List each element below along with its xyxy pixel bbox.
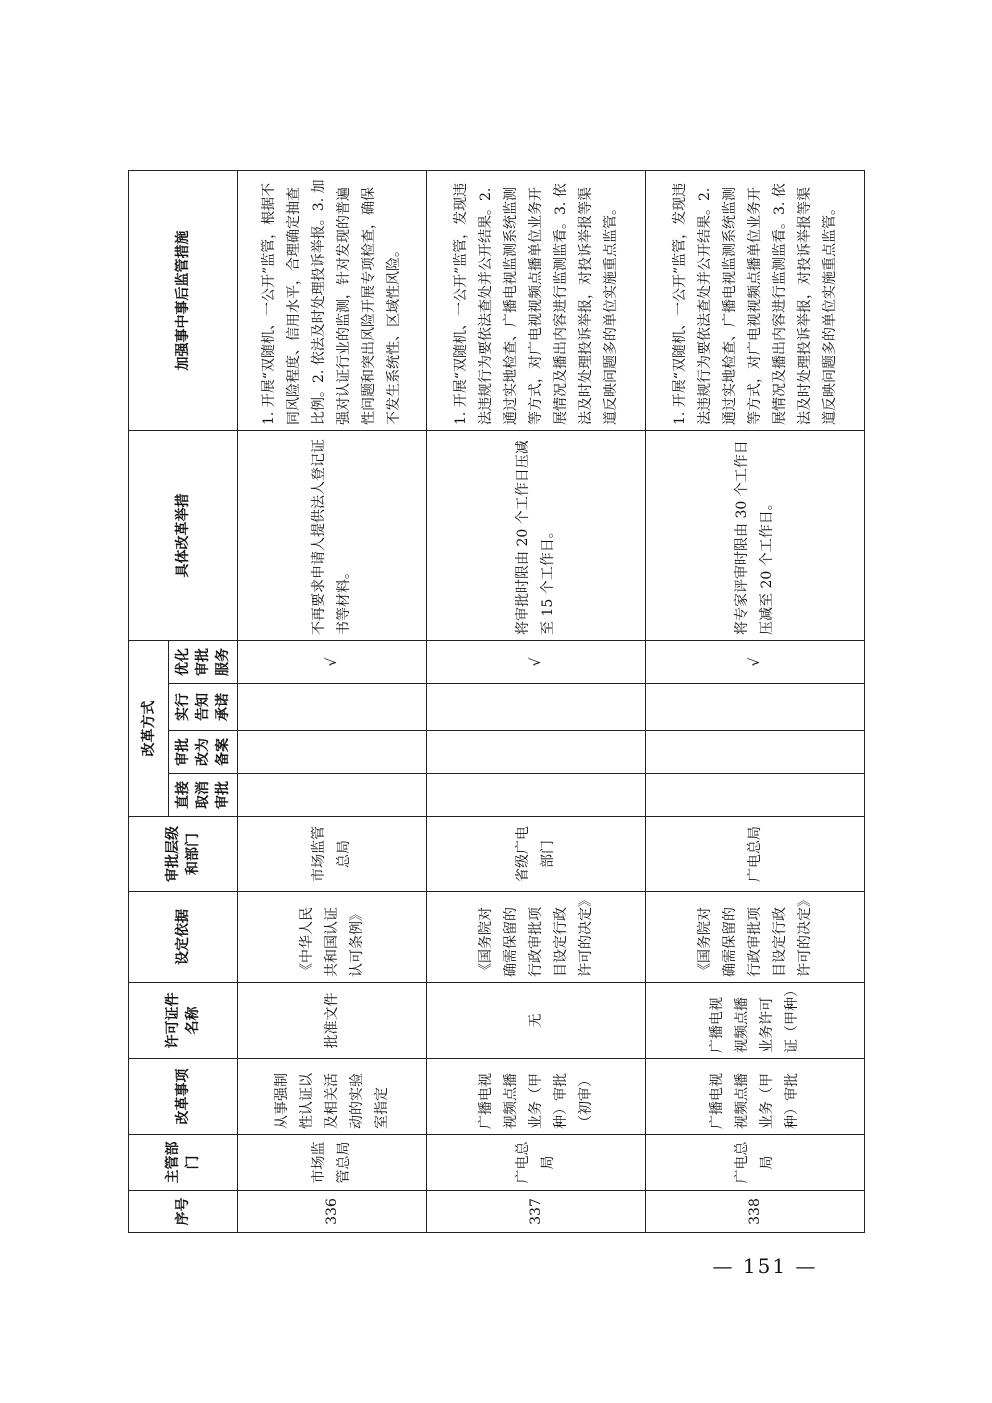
cell-seq: 338 (646, 1191, 865, 1233)
cell-basis: 《国务院对确需保留的行政审批项目设定行政许可的决定》 (427, 892, 646, 983)
cell-record (238, 731, 427, 774)
cell-dept: 广电总局 (646, 1135, 865, 1191)
cell-measures: 不再要求申请人提供法人登记证书等材料。 (238, 431, 427, 641)
cell-cancel (427, 774, 646, 817)
header-promise: 实行告知承诺 (169, 684, 238, 731)
cell-seq: 337 (427, 1191, 646, 1233)
cell-cancel (238, 774, 427, 817)
cell-item: 广播电视视频点播业务（甲种）审批（初审） (427, 1059, 646, 1135)
header-optimize: 优化审批服务 (169, 641, 238, 684)
cell-level: 广电总局 (646, 817, 865, 892)
rotated-table-container (128, 171, 865, 1233)
table-row (238, 171, 427, 1233)
header-cancel: 直接取消审批 (169, 774, 238, 817)
header-basis: 设定依据 (129, 892, 238, 983)
cell-supervision: 1. 开展“双随机、一公开”监管，发现违法违规行为要依法查处并公开结果。2. 通过实地检查、广播电视监测系统监测等方式，对广电视视频点播单位业务开展情况及播出内容进行监测监看。3. 依法及时处理投诉举报，对投诉举报等渠道反映问题多的单位实施重点监管。 (427, 171, 646, 431)
page-number: — 151 — (712, 1254, 818, 1278)
table-row (646, 171, 865, 1233)
header-supervision: 加强事中事后监管措施 (129, 171, 238, 431)
header-measures: 具体改革举措 (129, 431, 238, 641)
cell-supervision: 1. 开展“双随机、一公开”监管，根据不同风险程度、信用水平，合理确定抽查比例。2. 依法及时处理投诉举报。3. 加强对认证行业的监测，针对发现的普遍性问题和突出风险开展专项检查，确保不发生系统性、区域性风险。 (238, 171, 427, 431)
cell-license: 广播电视视频点播业务许可证（甲种） (646, 983, 865, 1059)
cell-promise (238, 684, 427, 731)
cell-basis: 《中华人民共和国认证认可条例》 (238, 892, 427, 983)
cell-supervision: 1. 开展“双随机、一公开”监管，发现违法违规行为要依法查处并公开结果。2. 通过实地检查、广播电视监测系统监测等方式，对广电视视频点播单位业务开展情况及播出内容进行监测监看。3. 依法及时处理投诉举报，对投诉举报等渠道反映问题多的单位实施重点监管。 (646, 171, 865, 431)
cell-measures: 将专家评审时限由 30 个工作日压减至 20 个工作日。 (646, 431, 865, 641)
table-row (427, 171, 646, 1233)
header-item: 改革事项 (129, 1059, 238, 1135)
header-row (129, 171, 169, 1233)
cell-item: 广播电视视频点播业务（甲种）审批 (646, 1059, 865, 1135)
cell-dept: 市场监管总局 (238, 1135, 427, 1191)
cell-item: 从事强制性认证以及相关活动的实验室指定 (238, 1059, 427, 1135)
reform-table (128, 170, 865, 1233)
cell-dept: 广电总局 (427, 1135, 646, 1191)
cell-license: 无 (427, 983, 646, 1059)
check-mark-icon: √ (427, 641, 646, 684)
header-level: 审批层级和部门 (129, 817, 238, 892)
cell-record (646, 731, 865, 774)
cell-level: 市场监管总局 (238, 817, 427, 892)
cell-license: 批准文件 (238, 983, 427, 1059)
header-license: 许可证件名称 (129, 983, 238, 1059)
check-mark-icon: √ (238, 641, 427, 684)
cell-record (427, 731, 646, 774)
header-dept: 主管部门 (129, 1135, 238, 1191)
cell-promise (646, 684, 865, 731)
cell-level: 省级广电部门 (427, 817, 646, 892)
header-seq: 序号 (129, 1191, 238, 1233)
cell-promise (427, 684, 646, 731)
header-record: 审批改为备案 (169, 731, 238, 774)
cell-seq: 336 (238, 1191, 427, 1233)
header-reform-group: 改革方式 (129, 641, 169, 817)
cell-cancel (646, 774, 865, 817)
cell-basis: 《国务院对确需保留的行政审批项目设定行政许可的决定》 (646, 892, 865, 983)
check-mark-icon: √ (646, 641, 865, 684)
cell-measures: 将审批时限由 20 个工作日压减至 15 个工作日。 (427, 431, 646, 641)
